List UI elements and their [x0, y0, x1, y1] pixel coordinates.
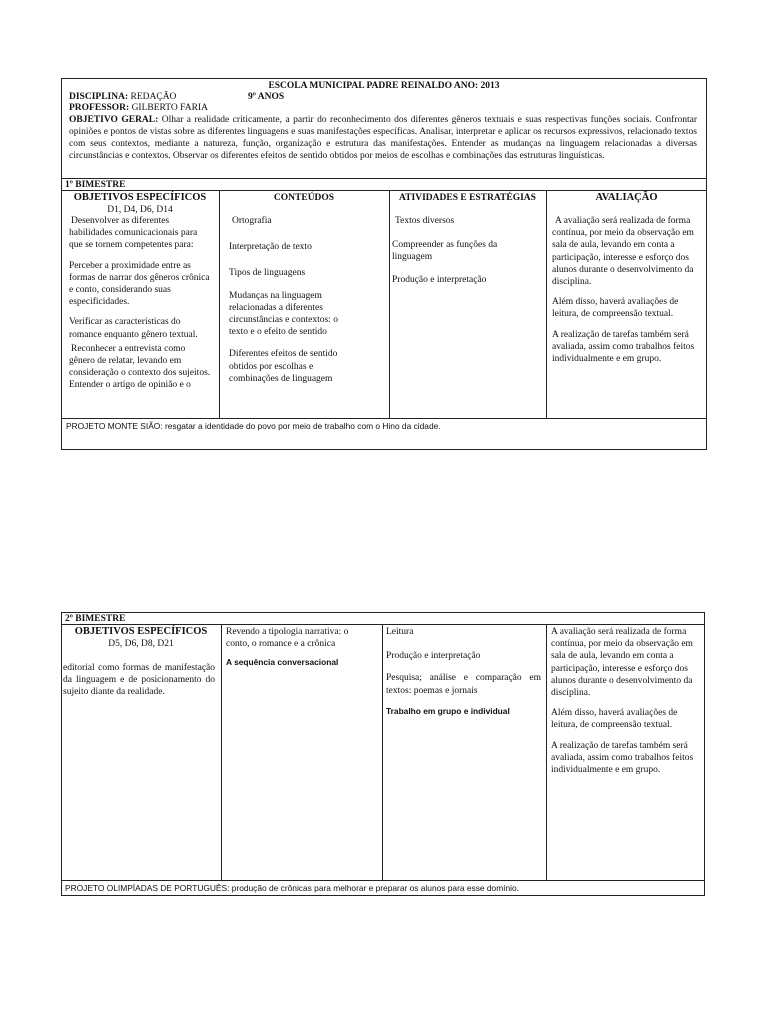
disciplina-label: DISCIPLINA: [69, 92, 129, 102]
descriptors-2: D5, D6, D8, D21 [108, 639, 174, 649]
conteudo-item: Ortografia [232, 216, 272, 226]
objetivo-text: Olhar a realidade criticamente, a partir do reconhecimento dos diferentes gêneros textuais e suas respectivas funções sociais. Confrontar opiniões e pontos de vistas sobre as diferentes linguagens e suas manifestações específicas. Analisar, interpretar e aplicar os recursos expressivos, relacionado textos com seus contextos, mediante a natureza, função, organização e estrutura das manifestações. Entender as mudanças na linguagem relacionadas a diversas circunstâncias e contextos. Observar os diferentes efeitos de sentido obtidos por meios de escolhas e combinações das estruturas linguísticas. [69, 115, 697, 162]
col-objetivos-header-2: OBJETIVOS ESPECÍFICOS [74, 626, 208, 637]
avaliacao-item: Além disso, haverá avaliações de leitura, de compreensão textual. [551, 708, 678, 731]
conteudos-cell-2 [226, 626, 366, 677]
objetivo-geral [69, 114, 697, 162]
objetivo-item: Perceber a proximidade entre as formas de narrar dos gêneros crônica e conto, considerando suas especificidades. [69, 260, 210, 308]
atividade-item: Produção e interpretação [392, 274, 487, 285]
professor-label: PROFESSOR: [69, 103, 130, 113]
objetivo-item: Entender o artigo de opinião e o [69, 380, 191, 391]
atividade-item-bold: Trabalho em grupo e individual [386, 705, 510, 716]
divider [61, 418, 707, 419]
conteudos-cell-1 [229, 215, 359, 393]
col-conteudos-header: CONTEÚDOS [273, 193, 335, 203]
conteudo-item: Diferentes efeitos de sentido obtidos por escolhas e combinações de linguagem [229, 349, 338, 384]
professor-line [69, 102, 369, 114]
atividade-item: Produção e interpretação [386, 651, 481, 662]
objetivo-item: Reconhecer a entrevista como gênero de relatar, levando em consideração o contexto dos sujeitos. [69, 343, 211, 379]
grade-label: 9º ANOS [248, 92, 285, 102]
conteudo-item: Interpretação de texto [229, 242, 312, 253]
bimestre-2-title: 2º BIMESTRE [65, 614, 126, 624]
projeto-2: PROJETO OLIMPÍADAS DE PORTUGUÊS: produção de crônicas para melhorar e preparar os alunos para esse domínio. [65, 883, 519, 893]
atividade-item: Leitura [386, 627, 414, 637]
projeto-1: PROJETO MONTE SIÃO: resgatar a identidade do povo por meio de trabalho com o Hino da cidade. [66, 421, 441, 431]
avaliacao-item: A avaliação será realizada de forma contínua, por meio da observação em sala de aula, levando em conta a participação, interesse e esforço dos alunos durante o desenvolvimento da disciplina. [552, 216, 694, 288]
professor-value: GILBERTO FARIA [131, 103, 208, 113]
avaliacao-cell-1 [552, 215, 700, 373]
disciplina-value: REDAÇÃO [130, 92, 177, 102]
col-atividades-header: ATIVIDADES E ESTRATÉGIAS [399, 193, 536, 203]
descriptors-1: D1, D4, D6, D14 [107, 205, 173, 215]
bimestre-1-title: 1º BIMESTRE [65, 180, 126, 190]
atividades-cell-2 [386, 626, 541, 725]
col-objetivos-header: OBJETIVOS ESPECÍFICOS [73, 192, 207, 203]
avaliacao-cell-2 [551, 626, 701, 784]
conteudo-item: Tipos de linguagens [229, 268, 306, 279]
conteudo-item-bold: A sequência conversacional [226, 657, 339, 668]
divider [61, 880, 705, 881]
school-title: ESCOLA MUNICIPAL PADRE REINALDO ANO: 2013 [268, 81, 500, 91]
objetivos-cell-1 [69, 215, 211, 392]
divider [546, 190, 547, 418]
objetivo-item: Desenvolver as diferentes habilidades comunicacionais para que se tornem competentes para: [69, 216, 198, 251]
objetivo-label: OBJETIVO GERAL: [69, 115, 159, 125]
avaliacao-item: Além disso, haverá avaliações de leitura, de compreensão textual. [552, 297, 679, 320]
objetivos-cell-2: editorial como formas de manifestação da linguagem e de posicionamento do sujeito diante da realidade. [63, 663, 215, 698]
divider [219, 190, 220, 418]
col-avaliacao-header: AVALIAÇÃO [595, 192, 658, 203]
objetivo-item: Verificar as características do romance enquanto gênero textual. [69, 317, 198, 340]
atividades-cell-1 [392, 215, 516, 294]
divider [221, 624, 222, 880]
divider [389, 190, 390, 418]
atividade-item: Compreender as funções da linguagem [392, 240, 498, 263]
divider [382, 624, 383, 880]
conteudo-item: Mudanças na linguagem relacionadas a diferentes circunstâncias e contextos: o texto e o efeito de sentido [229, 290, 338, 338]
atividade-item: Pesquisa; análise e comparação em textos: poemas e jornais [386, 673, 541, 696]
atividade-item: Textos diversos [395, 216, 455, 226]
conteudo-item: Revendo a tipologia narrativa: o conto, o romance e a crônica [226, 627, 349, 650]
avaliacao-item: A realização de tarefas também será avaliada, assim como trabalhos feitos individualmente e em grupo. [551, 740, 694, 776]
divider [546, 624, 547, 880]
avaliacao-item: A realização de tarefas também será avaliada, assim como trabalhos feitos individualmente e em grupo. [552, 329, 695, 365]
avaliacao-item: A avaliação será realizada de forma contínua, por meio da observação em sala de aula, levando em conta a participação, interesse e esforço dos alunos durante o desenvolvimento da disciplina. [551, 627, 693, 699]
